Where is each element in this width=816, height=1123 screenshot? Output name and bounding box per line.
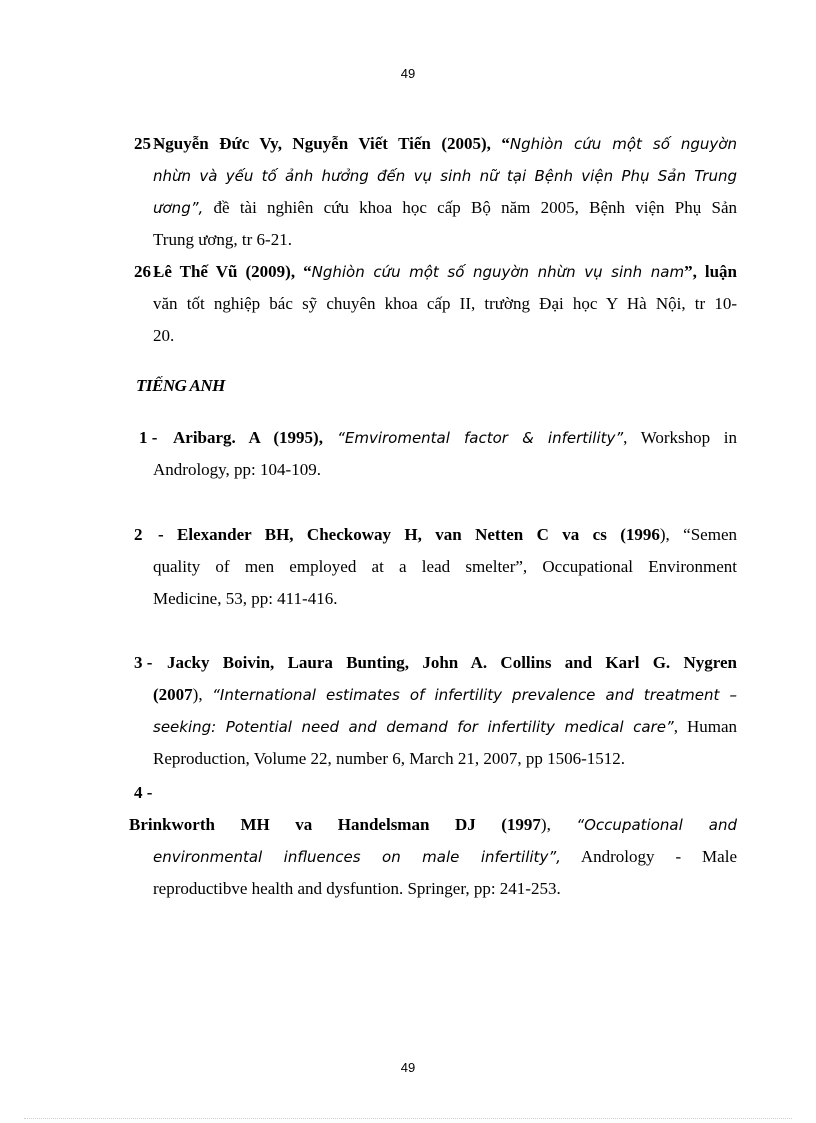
reference-title: “Emviromental factor & infertility” [322,429,624,447]
reference-number: 2 [134,525,143,544]
reference-vn-26 [134,256,737,352]
reference-vn-25 [134,128,737,256]
page-border-divider [24,1118,792,1119]
reference-title: nhừn và yếu tố ảnh hưởng đến vụ sinh nữ tại Bệnh viện Phụ Sản Trung [153,167,737,185]
section-heading: TIẾNG ANH [136,376,225,395]
reference-en-3 [134,647,738,775]
reference-text: ), [540,815,551,834]
reference-line [153,160,737,192]
reference-text: , luận [692,262,737,281]
reference-authors: - Elexander BH, Checkoway H, van Netten C va cs (1996 [158,525,660,544]
reference-number: 3 - [134,653,153,672]
reference-line: Medicine, 53, pp: 411-416. [153,589,338,608]
reference-line: Andrology, pp: 104-109. [153,460,321,479]
reference-text: ), [192,685,213,704]
reference-title: seeking: Potential need and demand for infertility medical care” [153,718,674,736]
reference-line: quality of men employed at a lead smelter”, Occupational Environment [153,557,737,576]
reference-line [153,192,737,224]
reference-authors: ” [684,262,693,281]
reference-title: “Occupational and [576,816,738,834]
reference-text: , “Semen [665,525,737,544]
reference-line: văn tốt nghiệp bác sỹ chuyên khoa cấp II, trường Đại học Y Hà Nội, tr 10- [153,294,737,313]
reference-title: Nghiòn cứu một số nguyờn [509,135,737,153]
reference-line [153,841,737,873]
reference-line: 20. [153,326,175,345]
page-number-top: 49 [400,66,416,81]
reference-line [153,519,737,551]
reference-en-4 [129,777,738,905]
reference-title: “International estimates of infertility prevalence and treatment – [212,686,737,704]
reference-line: reproductibve health and dysfuntion. Springer, pp: 241-253. [153,879,561,898]
reference-text: ) [659,525,666,544]
reference-line [153,777,737,809]
reference-number: 1 - [139,428,158,447]
reference-en-1 [139,422,737,486]
reference-title: ương”, [153,199,204,217]
page-number-bottom: 49 [400,1060,416,1075]
reference-number: 4 - [134,783,153,802]
reference-line: Trung ương, tr 6-21. [153,230,292,249]
reference-text: , Workshop in [623,428,737,447]
reference-line [153,422,737,454]
reference-authors: Brinkworth MH va Handelsman DJ (1997 [129,815,541,834]
reference-text: , Human [673,717,738,736]
reference-authors: Aribarg. A (1995), [173,428,323,447]
reference-line [153,647,737,679]
reference-text: Andrology - Male [560,847,737,866]
reference-number: 25 - [134,134,161,153]
reference-line [153,256,737,288]
reference-line [129,809,737,841]
reference-authors: Lê Thế Vũ (2009), “ [153,262,312,281]
reference-authors: Jacky Boivin, Laura Bunting, John A. Collins and Karl G. Nygren [167,653,737,672]
reference-line [153,711,737,743]
reference-authors: (2007 [153,685,193,704]
reference-line: Reproduction, Volume 22, number 6, March 21, 2007, pp 1506-1512. [153,749,626,768]
reference-text: đề tài nghiên cứu khoa học cấp Bộ năm 2005, Bệnh viện Phụ Sản [203,198,737,217]
reference-number: 26 - [134,262,161,281]
reference-title: environmental influences on male infertility”, [153,848,561,866]
reference-authors: Nguyễn Đức Vy, Nguyễn Viết Tiến (2005), “ [153,134,510,153]
reference-line [153,128,737,160]
reference-line [153,679,737,711]
reference-title: Nghiòn cứu một số nguyờn nhừn vụ sinh nam [311,263,685,281]
reference-en-2 [134,519,737,615]
